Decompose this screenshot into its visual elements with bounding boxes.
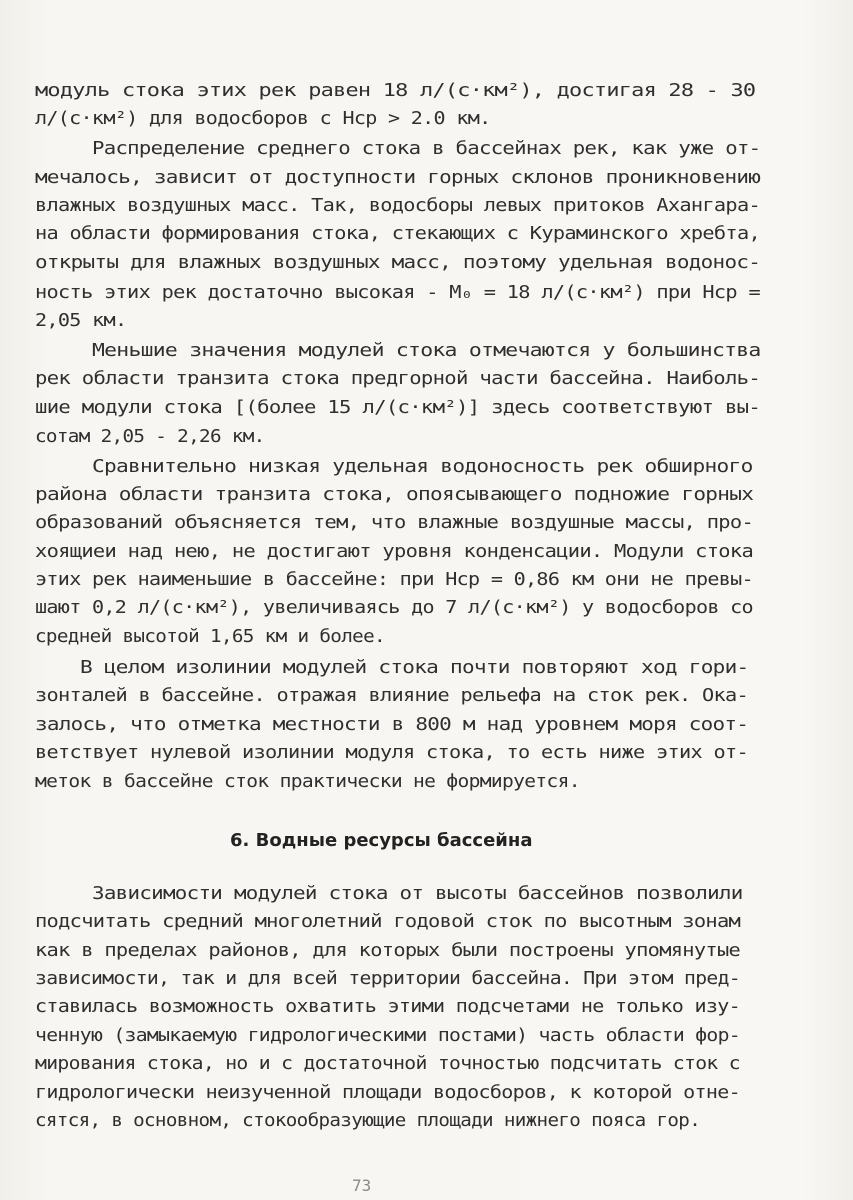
text-line: образований объясняется тем, что влажные воздушные массы, про- — [35, 513, 754, 533]
text-line: меток в бассейне сток практически не формируется. — [35, 772, 580, 792]
text-line: на области формирования стока, стекающих с Кураминского хребта, — [35, 224, 760, 244]
text-line: Зависимости модулей стока от высоты бассейнов позволили — [92, 884, 743, 904]
section-heading: 6. Водные ресурсы бассейна — [230, 830, 533, 851]
text-line: мечалось, зависит от доступности горных склонов проникновению — [35, 168, 761, 188]
text-line: района области транзита стока, опоясывающего подножие горных — [35, 485, 754, 505]
text-line: подсчитать средний многолетний годовой сток по высотным зонам — [35, 912, 741, 932]
text-line: Сравнительно низкая удельная водоносность рек обширного — [92, 457, 753, 477]
text-line: модуль стока этих рек равен 18 л/(с·км²), достигая 28 - 30 — [35, 81, 756, 101]
text-line: сятся, в основном, стокообразующие площади нижнего пояса гор. — [35, 1111, 701, 1131]
text-line: Меньшие значения модулей стока отмечаются у большинства — [92, 341, 761, 361]
text-line: как в пределах районов, для которых были построены упомянутые — [35, 941, 741, 961]
text-line: гидрологически неизученной площади водосборов, к которой отне- — [35, 1083, 741, 1103]
text-line: открыты для влажных воздушных масс, поэтому удельная водонос- — [35, 253, 761, 273]
text-line: Распределение среднего стока в бассейнах рек, как уже от- — [92, 139, 761, 159]
text-line: хоящиеи над нею, не достигают уровня конденсации. Модули стока — [35, 542, 754, 562]
text-line: рек области транзита стока предгорной части бассейна. Наиболь- — [35, 369, 761, 389]
text-line: ставилась возможность охватить этими подсчетами не только изу- — [35, 997, 741, 1017]
text-line: влажных воздушных масс. Так, водосборы левых притоков Ахангара- — [35, 196, 760, 216]
text-line: шие модули стока [(более 15 л/(с·км²)] здесь соответствуют вы- — [35, 398, 761, 418]
text-line: ченную (замыкаемую гидрологическими постами) часть области фор- — [35, 1026, 740, 1046]
text-line: средней высотой 1,65 км и более. — [35, 627, 385, 647]
page-number: 73 — [352, 1176, 372, 1195]
text-line: ветствует нулевой изолинии модуля стока, то есть ниже этих от- — [35, 743, 749, 763]
text-line: сотам 2,05 - 2,26 км. — [35, 427, 265, 447]
text-line: 2,05 км. — [35, 311, 127, 331]
text-line: В целом изолинии модулей стока почти повторяют ход гори- — [80, 658, 749, 678]
text-line: этих рек наименьшие в бассейне: при Hср = 0,86 км они не превы- — [35, 570, 753, 590]
text-line: залось, что отметка местности в 800 м над уровнем моря соот- — [35, 715, 749, 735]
text-line: мирования стока, но и с достаточной точностью подсчитать сток с — [35, 1054, 740, 1074]
text-line: л/(с·км²) для водосборов с Hср > 2.0 км. — [35, 109, 491, 129]
text-line: зонталей в бассейне. отражая влияние рельефа на сток рек. Ока- — [35, 686, 749, 706]
text-line: ность этих рек достаточно высокая - M₀ = 18 л/(с·км²) при Hср = — [35, 283, 760, 303]
text-line: зависимости, так и для всей территории бассейна. При этом пред- — [35, 969, 740, 989]
text-line: шают 0,2 л/(с·км²), увеличиваясь до 7 л/(с·км²) у водосборов со — [35, 598, 753, 618]
